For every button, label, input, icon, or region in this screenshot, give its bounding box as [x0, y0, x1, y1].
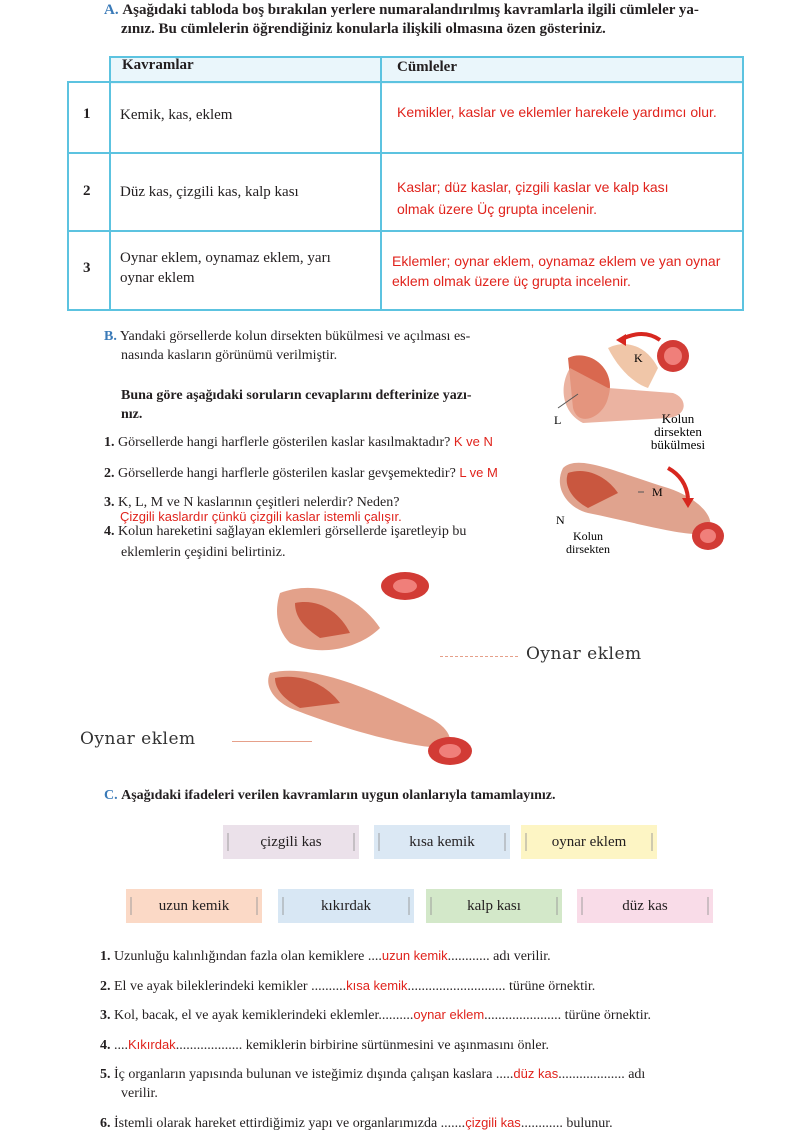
fill-item-1 — [100, 948, 551, 965]
forearm-shape — [608, 344, 658, 388]
fill-item-6 — [100, 1115, 613, 1132]
header-sentences: Cümleler — [397, 59, 457, 75]
table-border — [67, 81, 69, 311]
item-text: İç organların yapısında bulunan ve isteğimiz dışında çalışan kaslara ..... — [114, 1067, 514, 1082]
question-number: 1. — [104, 435, 115, 450]
item-number: 2. — [100, 979, 111, 994]
caption: Kolun — [573, 529, 603, 543]
arrow-head — [616, 334, 626, 346]
question-4 — [104, 524, 466, 540]
section-a-line1: Aşağıdaki tabloda boş bırakılan yerlere numaralandırılmış kavramlarla ilgili cümleler ya- — [122, 2, 699, 18]
item-text: Uzunluğu kalınlığından fazla olan kemiklere .... — [114, 949, 382, 964]
section-a-line2: zınız. Bu cümlelerin öğrendiğiniz konularla ilişkili olmasına özen gösteriniz. — [121, 21, 606, 37]
section-b-intro-line2: nasında kasların görünümü verilmiştir. — [121, 348, 338, 363]
section-a-instruction — [104, 2, 754, 19]
hand-shape — [664, 347, 682, 365]
item-answer: Kıkırdak — [128, 1037, 176, 1052]
concept-chip: kalp kası — [426, 889, 562, 923]
fill-item-3 — [100, 1007, 651, 1024]
caption: bükülmesi — [650, 437, 706, 452]
item-number: 4. — [100, 1038, 111, 1053]
header-concepts: Kavramlar — [122, 57, 194, 73]
concept-chip: çizgili kas — [223, 825, 359, 859]
question-number: 4. — [104, 524, 115, 539]
joint-tag: Oynar eklem — [80, 729, 196, 749]
concept-table — [67, 51, 744, 311]
concept-chip: düz kas — [577, 889, 713, 923]
item-answer: uzun kemik — [381, 948, 448, 963]
table-border — [380, 56, 382, 311]
question-1 — [104, 434, 493, 451]
table-border — [67, 230, 744, 232]
concept-cell: Düz kas, çizgili kas, kalp kası — [120, 184, 299, 200]
question-text: Görsellerde hangi harflerle gösterilen kaslar gevşemektedir? — [118, 466, 456, 481]
item-text: ................... kemiklerin birbirine sürtünmesini ve aşınmasını önler. — [175, 1038, 549, 1053]
joint-tag: Oynar eklem — [526, 644, 642, 664]
section-b-intro — [104, 329, 470, 345]
letter-label: N — [556, 513, 565, 527]
item-text: El ve ayak bileklerindeki kemikler .......... — [114, 979, 347, 994]
section-b-intro-line1: Yandaki görsellerde kolun dirsekten bükülmesi ve açılması es- — [119, 329, 471, 344]
table-border — [742, 56, 744, 311]
arm-muscle-figure — [548, 328, 748, 560]
concept-chip: kısa kemik — [374, 825, 510, 859]
table-border — [67, 81, 744, 83]
item-text: ............................ türüne örnektir. — [407, 979, 596, 994]
item-answer: düz kas — [513, 1066, 559, 1081]
joint-pointer-line — [440, 656, 518, 657]
item-text: ............ bulunur. — [520, 1116, 613, 1131]
section-b-prompt-line2: nız. — [121, 407, 143, 422]
section-b-prompt-line1: Buna göre aşağıdaki soruların cevaplarını defterinize yazı- — [121, 388, 472, 403]
question-text: K, L, M ve N kaslarının çeşitleri nelerdir? Neden? — [118, 495, 400, 510]
section-c-text: Aşağıdaki ifadeleri verilen kavramların uygun olanlarıyla tamamlayınız. — [121, 788, 556, 803]
sentence-answer: eklem olmak üzere üç grupta incelenir. — [392, 273, 631, 289]
letter-label: L — [554, 413, 562, 427]
concept-cell: Oynar eklem, oynamaz eklem, yarı — [120, 250, 331, 266]
item-text: verilir. — [121, 1086, 158, 1101]
section-a-label: A. — [104, 2, 119, 18]
fill-item-5 — [100, 1066, 645, 1083]
item-text: ...................... türüne örnektir. — [484, 1008, 651, 1023]
joint-pointer-line — [232, 741, 312, 742]
sentence-answer: olmak üzere Üç grupta incelenir. — [397, 201, 597, 217]
caption: dirsekten — [566, 542, 610, 556]
concept-chip: oynar eklem — [521, 825, 657, 859]
question-number: 3. — [104, 495, 115, 510]
row-number: 1 — [83, 106, 91, 122]
section-c-instruction — [104, 788, 556, 804]
item-text: Kol, bacak, el ve ayak kemiklerindeki eklemler.......... — [114, 1008, 414, 1023]
joint-figure — [240, 568, 500, 774]
row-number: 2 — [83, 183, 91, 199]
item-number: 1. — [100, 949, 111, 964]
sentence-answer: Eklemler; oynar eklem, oynamaz eklem ve yan oynar — [392, 253, 721, 269]
question-answer: Çizgili kaslardır çünkü çizgili kaslar istemli çalışır. — [120, 509, 402, 524]
item-number: 6. — [100, 1116, 111, 1131]
concept-cell: oynar eklem — [120, 270, 195, 286]
table-border — [109, 56, 744, 58]
table-border — [109, 56, 111, 311]
caption: Kolun — [661, 411, 695, 426]
hand-shape — [439, 744, 461, 758]
concept-cell: Kemik, kas, eklem — [120, 107, 233, 123]
item-answer: kısa kemik — [346, 978, 408, 993]
item-answer: çizgili kas — [465, 1115, 521, 1130]
sentence-answer: Kaslar; düz kaslar, çizgili kaslar ve kalp kası — [397, 179, 669, 195]
question-text: Görsellerde hangi harflerle gösterilen kaslar kasılmaktadır? — [118, 435, 451, 450]
item-text: ................... adı — [558, 1067, 646, 1082]
question-answer: L ve M — [459, 465, 498, 480]
letter-label: K — [634, 351, 643, 365]
question-text: eklemlerin çeşidini belirtiniz. — [121, 545, 286, 560]
item-text: .... — [114, 1038, 128, 1053]
hand-shape — [393, 579, 417, 593]
question-number: 2. — [104, 466, 115, 481]
hand-shape — [700, 529, 716, 543]
letter-label: M — [652, 485, 663, 499]
item-answer: oynar eklem — [413, 1007, 485, 1022]
fill-item-4 — [100, 1037, 549, 1054]
item-number: 3. — [100, 1008, 111, 1023]
table-border — [67, 309, 744, 311]
concept-chip: uzun kemik — [126, 889, 262, 923]
section-b-label: B. — [104, 329, 117, 344]
item-number: 5. — [100, 1067, 111, 1082]
caption: dirsekten — [654, 424, 702, 439]
item-text: ............ adı verilir. — [447, 949, 551, 964]
concept-chip: kıkırdak — [278, 889, 414, 923]
question-2 — [104, 465, 498, 482]
row-number: 3 — [83, 260, 91, 276]
sentence-answer: Kemikler, kaslar ve eklemler harekele yardımcı olur. — [397, 104, 717, 120]
section-c-label: C. — [104, 788, 118, 803]
table-border — [67, 152, 744, 154]
question-text: Kolun hareketini sağlayan eklemleri görsellerde işaretleyip bu — [118, 524, 467, 539]
question-answer: K ve N — [453, 434, 493, 449]
fill-item-2 — [100, 978, 595, 995]
item-text: İstemli olarak hareket ettirdiğimiz yapı ve organlarımızda ....... — [114, 1116, 466, 1131]
